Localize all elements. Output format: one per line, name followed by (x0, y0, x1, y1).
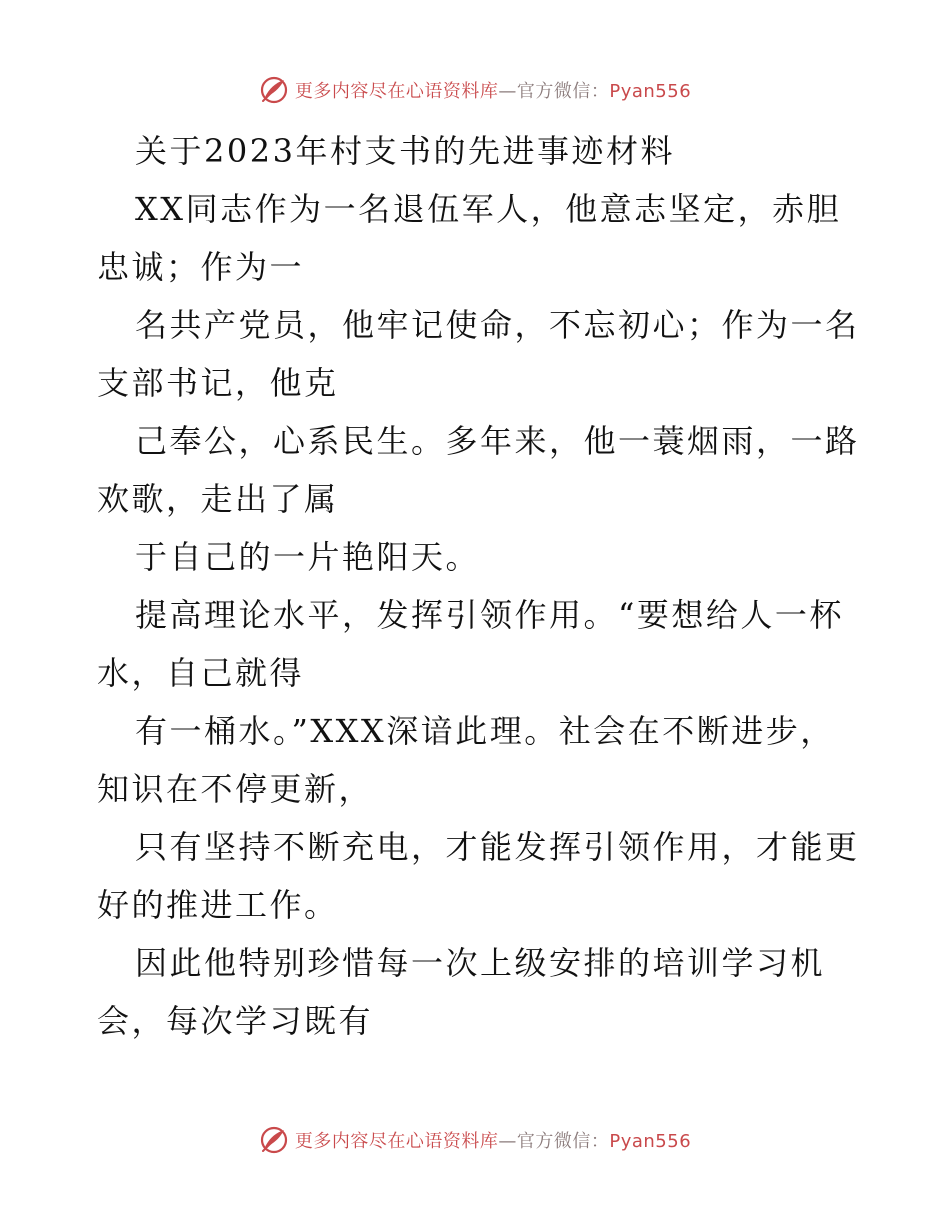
paragraph-line: 己奉公，心系民生。多年来，他一蓑烟雨，一路 (135, 422, 860, 460)
feather-pen-logo-icon (259, 1125, 289, 1155)
document-body (97, 122, 860, 1050)
watermark-wechat-handle: Pyan556 (609, 81, 692, 102)
paragraph-line: 支部书记，他克 (97, 364, 339, 402)
paragraph-line: 有一桶水。”XXX深谙此理。社会在不断进步， (135, 712, 835, 750)
paragraph-line: 水，自己就得 (97, 654, 305, 692)
footer-watermark-banner (0, 1120, 950, 1160)
watermark-lead: 更多内容尽在心语资料库 (294, 81, 499, 102)
paragraph-line: 只有坚持不断充电，才能发挥引领作用，才能更 (135, 828, 860, 866)
paragraph-line: 会，每次学习既有 (97, 1002, 374, 1040)
paragraph-line: XX同志作为一名退伍军人，他意志坚定，赤胆 (135, 190, 842, 228)
watermark-separator: — (498, 1131, 517, 1152)
watermark-separator: — (498, 81, 517, 102)
paragraph-line: 于自己的一片艳阳天。 (135, 538, 481, 576)
watermark-wechat-label: 官方微信： (516, 81, 610, 102)
watermark-lead: 更多内容尽在心语资料库 (294, 1131, 499, 1152)
watermark-wechat-label: 官方微信： (516, 1131, 610, 1152)
document-title: 关于2023年村支书的先进事迹材料 (135, 132, 675, 170)
paragraph-line: 忠诚；作为一 (97, 248, 305, 286)
header-watermark-banner (0, 70, 950, 110)
feather-pen-logo-icon (259, 75, 289, 105)
paragraph-line: 提高理论水平，发挥引领作用。“要想给人一杯 (135, 596, 844, 634)
paragraph-line: 因此他特别珍惜每一次上级安排的培训学习机 (135, 944, 826, 982)
watermark-text (295, 77, 691, 103)
watermark-text (295, 1127, 691, 1153)
paragraph-line: 名共产党员，他牢记使命，不忘初心；作为一名 (135, 306, 860, 344)
watermark-wechat-handle: Pyan556 (609, 1131, 692, 1152)
paragraph-line: 知识在不停更新， (97, 770, 374, 808)
paragraph-line: 好的推进工作。 (97, 886, 339, 924)
paragraph-line: 欢歌，走出了属 (97, 480, 339, 518)
